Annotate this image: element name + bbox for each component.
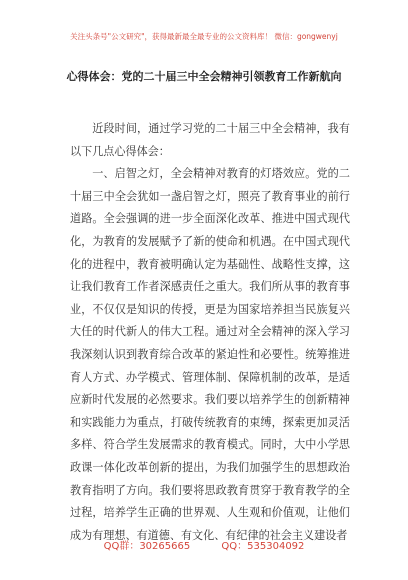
- document-title: 心得体会：党的二十届三中全会精神引领教育工作新航向: [66, 70, 342, 83]
- intro-paragraph: 近段时间，通过学习党的二十届三中全会精神，我有以下几点心得体会：: [70, 122, 350, 158]
- header-banner: 关注头条号"公文研究"，获得最新最全最专业的公文资料库！ 微信：gongwenyj: [70, 32, 338, 41]
- footer-qq-group: QQ群：30265665: [103, 541, 191, 552]
- section-one-paragraph: 一、启智之灯，全会精神对教育的灯塔效应。党的二十届三中全会犹如一盏启智之灯，照亮了教育事业的前行道路。全会强调的进一步全面深化改革、推进中国式现代化，为教育的发展赋予了新的使命和机遇。在中国式现代化的进程中，教育被明确认定为基础性、战略性支撑，这让我们教育工作者深感责任之重大。我们所从事的教育事业，不仅仅是知识的传授，更是为国家培养担当民族复兴大任的时代新人的伟大工程。通过对全会精神的深入学习我深刻认识到教育综合改革的紧迫性和必要性。统筹推进育人方式、办学模式、管理体制、保障机制的改革，是适应新时代发展的必然要求。我们要以培养学生的创新精神和实践能力为重点，打破传统教育的束缚，探索更加灵活多样、符合学生发展需求的教育模式。同时，大中小学思政课一体化改革创新的提出，为我们加强学生的思想政治教育指明了方向。我们要将思政教育贯穿于教育教学的全过程，培养学生正确的世界观、人生观和价值观，让他们成为有理想、有道德、有文化、有纪律的社会主义建设者: [70, 167, 350, 542]
- footer-qq-number: QQ：535304092: [221, 541, 305, 552]
- footer-contacts: [0, 537, 408, 552]
- document-body: [70, 118, 350, 547]
